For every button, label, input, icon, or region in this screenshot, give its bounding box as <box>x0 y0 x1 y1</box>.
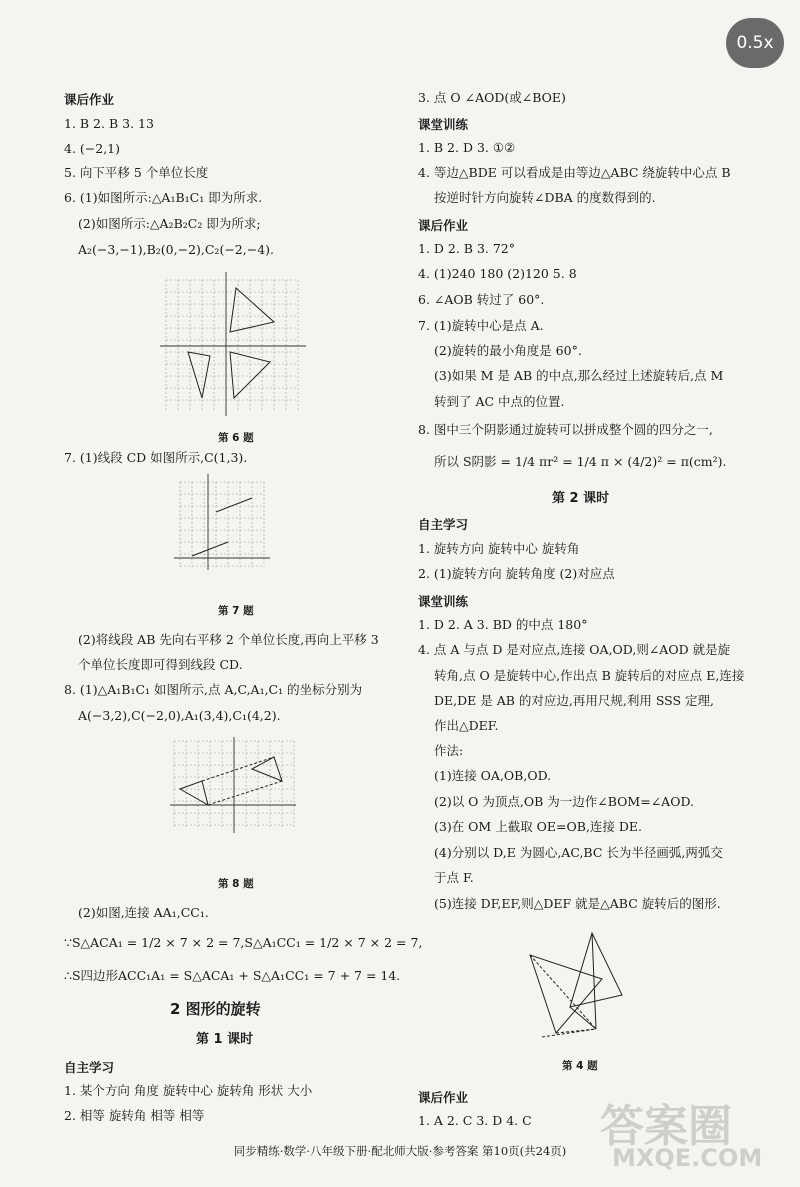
watermark-logo <box>592 1090 792 1180</box>
answer-line: 1. 旋转方向 旋转中心 旋转角 <box>418 541 580 556</box>
answer-line: (2)以 O 为顶点,OB 为一边作∠BOM=∠AOD. <box>434 794 694 809</box>
heading-classwork: 课堂训练 <box>418 594 469 609</box>
answer-line: A₂(−3,−1),B₂(0,−2),C₂(−2,−4). <box>78 242 274 257</box>
answer-line: 5. 向下平移 5 个单位长度 <box>64 165 209 180</box>
heading-self-study: 自主学习 <box>418 517 469 532</box>
figure-q7 <box>172 472 272 572</box>
answer-line: 8. 图中三个阴影通过旋转可以拼成整个圆的四分之一, <box>418 422 713 437</box>
answer-line: 2. 相等 旋转角 相等 相等 <box>64 1108 205 1123</box>
lesson-title: 第 2 课时 <box>552 491 610 506</box>
figure-caption: 第 7 题 <box>218 605 254 617</box>
answer-line: 1. D 2. A 3. BD 的中点 180° <box>418 617 588 632</box>
answer-line: 7. (1)旋转中心是点 A. <box>418 318 544 333</box>
figure-q4 <box>522 925 642 1045</box>
heading-homework: 课后作业 <box>64 92 115 107</box>
watermark-text: 答案圈 <box>600 1101 732 1152</box>
answer-line: 1. A 2. C 3. D 4. C <box>418 1113 532 1128</box>
figure-caption: 第 8 题 <box>218 878 254 890</box>
answer-line: (2)如图所示:△A₂B₂C₂ 即为所求; <box>78 216 261 231</box>
lesson-title: 第 1 课时 <box>196 1032 254 1047</box>
heading-self-study: 自主学习 <box>64 1060 115 1075</box>
answer-line: 2. (1)旋转方向 旋转角度 (2)对应点 <box>418 566 615 581</box>
figure-caption: 第 6 题 <box>218 432 254 444</box>
answer-line: 6. (1)如图所示:△A₁B₁C₁ 即为所求. <box>64 190 263 205</box>
answer-line: 于点 F. <box>434 870 474 885</box>
answer-line: (2)将线段 AB 先向右平移 2 个单位长度,再向上平移 3 <box>78 632 379 647</box>
answer-line: A(−3,2),C(−2,0),A₁(3,4),C₁(4,2). <box>78 708 281 723</box>
watermark-url: MXQE.COM <box>612 1144 763 1172</box>
answer-line: 8. (1)△A₁B₁C₁ 如图所示,点 A,C,A₁,C₁ 的坐标分别为 <box>64 682 363 697</box>
answer-line: 按逆时针方向旋转∠DBA 的度数得到的. <box>434 190 656 205</box>
figure-q6 <box>158 270 310 420</box>
answer-line: (2)如图,连接 AA₁,CC₁. <box>78 905 209 920</box>
answer-line: 4. (−2,1) <box>64 141 121 156</box>
answer-line: ∵S△ACA₁ = 1/2 × 7 × 2 = 7,S△A₁CC₁ = 1/2 × 7 × 2 = 7, <box>64 935 423 950</box>
answer-line: 3. 点 O ∠AOD(或∠BOE) <box>418 90 566 105</box>
answer-line: 作法: <box>434 743 464 758</box>
heading-homework: 课后作业 <box>418 218 469 233</box>
answer-line: 1. D 2. B 3. 72° <box>418 241 516 256</box>
answer-line: 1. 某个方向 角度 旋转中心 旋转角 形状 大小 <box>64 1083 313 1098</box>
answer-line: (5)连接 DF,EF,则△DEF 就是△ABC 旋转后的图形. <box>434 896 721 911</box>
answer-line: (1)连接 OA,OB,OD. <box>434 768 552 783</box>
section-title: 2 图形的旋转 <box>170 1000 261 1018</box>
answer-line: 转角,点 O 是旋转中心,作出点 B 旋转后的对应点 E,连接 <box>434 668 745 683</box>
answer-line: 1. B 2. B 3. 13 <box>64 116 154 131</box>
answer-line: (3)在 OM 上截取 OE=OB,连接 DE. <box>434 819 643 834</box>
answer-line: 4. 等边△BDE 可以看成是由等边△ABC 绕旋转中心点 B <box>418 165 731 180</box>
answer-line: 作出△DEF. <box>434 718 499 733</box>
answer-line: (3)如果 M 是 AB 的中点,那么经过上述旋转后,点 M <box>434 368 724 383</box>
answer-line: 1. B 2. D 3. ①② <box>418 140 516 155</box>
answer-line: DE,DE 是 AB 的对应边,再用尺规,利用 SSS 定理, <box>434 693 715 708</box>
answer-line: (2)旋转的最小角度是 60°. <box>434 343 582 358</box>
answer-line: 所以 S阴影 = 1/4 πr² = 1/4 π × (4/2)² = π(cm²). <box>434 454 727 469</box>
answer-line: (4)分别以 D,E 为圆心,AC,BC 长为半径画弧,两弧交 <box>434 845 723 860</box>
heading-homework: 课后作业 <box>418 1090 469 1105</box>
answer-line: 个单位长度即可得到线段 CD. <box>78 657 243 672</box>
figure-caption: 第 4 题 <box>562 1060 598 1072</box>
zoom-badge[interactable]: 0.5x <box>726 18 784 68</box>
page-footer: 同步精练·数学·八年级下册·配北师大版·参考答案 第10页(共24页) <box>233 1144 567 1158</box>
answer-line: 转到了 AC 中点的位置. <box>434 394 565 409</box>
answer-line: 4. 点 A 与点 D 是对应点,连接 OA,OD,则∠AOD 就是旋 <box>418 642 731 657</box>
answer-line: 4. (1)240 180 (2)120 5. 8 <box>418 266 577 281</box>
heading-classwork: 课堂训练 <box>418 117 469 132</box>
answer-line: 7. (1)线段 CD 如图所示,C(1,3). <box>64 450 248 465</box>
figure-q8 <box>168 735 298 835</box>
answer-line: 6. ∠AOB 转过了 60°. <box>418 292 545 307</box>
answer-line: ∴S四边形ACC₁A₁ = S△ACA₁ + S△A₁CC₁ = 7 + 7 = 14. <box>64 968 401 983</box>
